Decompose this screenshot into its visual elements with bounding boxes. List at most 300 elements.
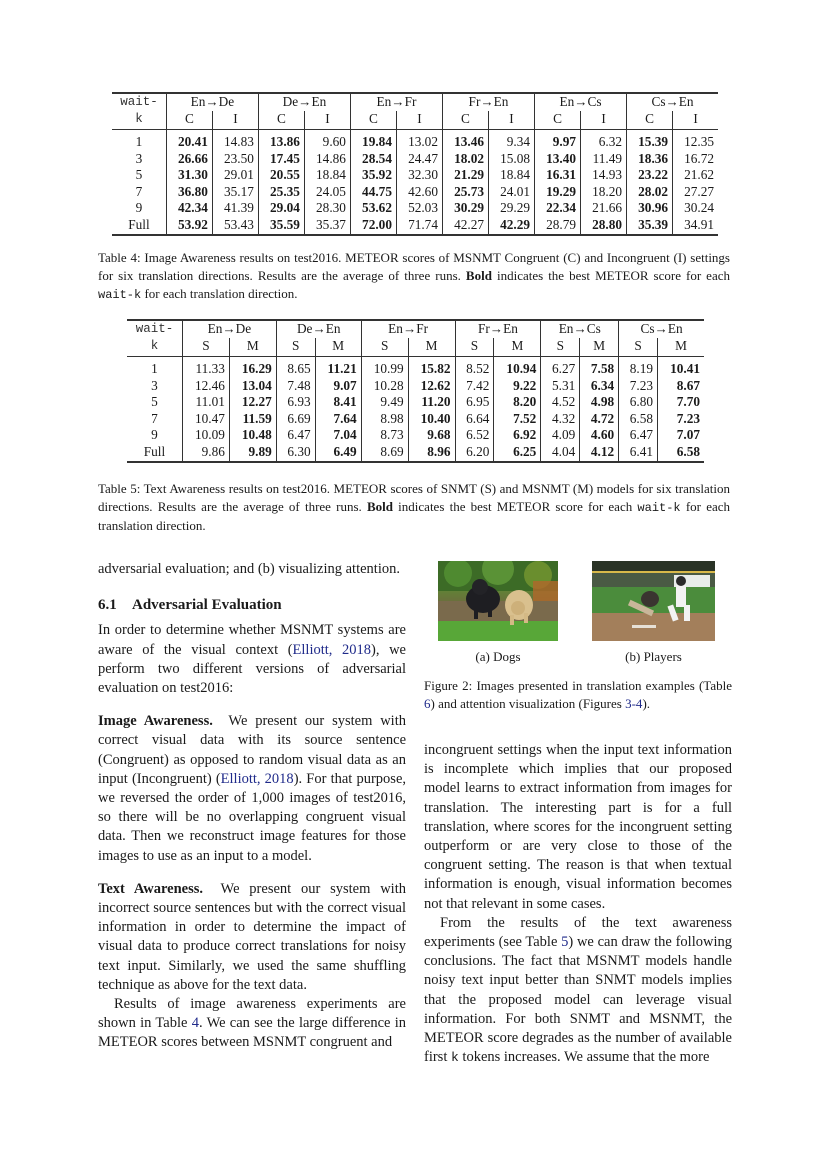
best-score: 4.60 (590, 427, 615, 442)
score-cell (627, 200, 673, 217)
table-row (127, 427, 704, 444)
caption-bold: Bold (465, 268, 492, 283)
score-cell: 10.47 (182, 411, 229, 428)
score-cell: 8.73 (361, 427, 408, 444)
score-cell: 6.95 (455, 394, 494, 411)
best-score: 19.84 (362, 134, 392, 149)
sub-header: I (489, 111, 535, 130)
score-cell (166, 167, 212, 184)
score-cell: 21.62 (673, 167, 718, 184)
score-cell: 42.27 (442, 217, 488, 236)
score-cell (658, 357, 704, 378)
score-cell (442, 184, 488, 201)
score-cell: 7.23 (619, 378, 658, 395)
best-score: 19.29 (546, 183, 577, 199)
table-row (127, 378, 704, 395)
score-cell: 41.39 (212, 200, 258, 217)
best-score: 6.25 (513, 443, 537, 459)
best-score: 9.68 (427, 427, 451, 442)
caption-text: ). (642, 696, 651, 711)
score-cell: 4.09 (541, 427, 580, 444)
caption-text: Table 4: Image Awareness results on test2016. METEOR scores of MSNMT Congruent (C) and Incongruent (I) settings for six translation directions. Results are the average of three runs. (98, 250, 730, 283)
score-cell: 24.01 (489, 184, 535, 201)
score-cell (166, 200, 212, 217)
score-cell: 6.93 (276, 394, 315, 411)
caption-text: Table 5: Text Awareness results on test2016. METEOR scores of SNMT (S) and MSNMT (M) models for six translation directions. Results are the average of three runs. (98, 481, 730, 514)
score-cell: 12.35 (673, 130, 718, 151)
paragraph-text: We present our system with correct visual data with its source sentence (Congruent) as opposed to random visual data as an input (Incongruent) ( (98, 713, 406, 787)
table-row (127, 444, 704, 463)
best-score: 25.35 (270, 183, 300, 199)
table-subheader-row (112, 111, 718, 130)
score-cell (229, 427, 276, 444)
caption-text: for each translation direction. (98, 499, 730, 533)
best-score: 6.34 (590, 377, 615, 393)
table-row (112, 151, 718, 168)
paragraph-heading: Image Awareness. (98, 713, 213, 730)
best-score: 6.58 (676, 443, 700, 459)
figure-reference-link[interactable]: 3-4 (625, 696, 643, 711)
caption-text: ) and attention visualization (Figures (430, 696, 626, 711)
paragraph-text: ). For that purpose, we reversed the order of 1,000 images of test2016, so there will be no overlapping congruent visual data. Then we reconstruct image features for those images to use as an input to a model. (98, 770, 407, 864)
subcaption-players: (b) Players (625, 649, 682, 664)
sub-header: M (580, 338, 619, 357)
score-cell: 24.47 (396, 151, 442, 168)
score-cell (315, 378, 361, 395)
sub-header: M (315, 338, 361, 357)
score-cell: 11.33 (182, 357, 229, 378)
wait-k-cell: 1 (135, 134, 143, 149)
best-score: 6.92 (513, 427, 537, 442)
score-cell: 13.02 (396, 130, 442, 151)
table-4 (112, 92, 718, 236)
score-cell (581, 217, 627, 236)
caption-bold: Bold (366, 499, 393, 514)
best-score: 13.46 (454, 134, 484, 149)
score-cell: 34.91 (673, 217, 718, 236)
caption-code: wait-k (637, 501, 681, 515)
score-cell: 8.65 (276, 357, 315, 378)
table-row (127, 394, 704, 411)
score-cell: 28.30 (304, 200, 350, 217)
best-score: 8.67 (676, 377, 700, 393)
best-score: 15.82 (420, 361, 451, 376)
score-cell (580, 411, 619, 428)
paragraph-text: From the results of the text awareness experiments (see Table (424, 914, 732, 951)
score-cell: 7.42 (455, 378, 494, 395)
score-cell: 14.93 (581, 167, 627, 184)
score-cell: 14.86 (304, 151, 350, 168)
paragraph (98, 712, 406, 866)
score-cell (408, 378, 455, 395)
score-cell (489, 217, 535, 236)
score-cell (258, 167, 304, 184)
table-row (112, 167, 718, 184)
best-score: 30.96 (638, 200, 669, 215)
score-cell (658, 394, 704, 411)
best-score: 35.39 (638, 216, 669, 232)
intro-paragraph: adversarial evaluation; and (b) visualizing attention. (98, 561, 400, 577)
best-score: 13.86 (270, 134, 300, 149)
best-score: 72.00 (362, 216, 392, 232)
score-cell (315, 394, 361, 411)
citation-link[interactable]: Elliott, 2018 (220, 770, 294, 787)
score-cell: 10.09 (182, 427, 229, 444)
best-score: 4.12 (590, 443, 615, 459)
wait-k-header: k (112, 111, 166, 130)
direction-header: En→Cs (535, 93, 627, 111)
score-cell (408, 444, 455, 463)
caption-text: for each translation direction. (141, 286, 298, 301)
score-cell (627, 167, 673, 184)
table-row (112, 200, 718, 217)
score-cell: 30.24 (673, 200, 718, 217)
best-score: 4.98 (590, 394, 615, 409)
score-cell (535, 151, 581, 168)
paragraph-heading: Text Awareness. (98, 880, 203, 897)
best-score: 20.41 (177, 134, 208, 149)
best-score: 7.07 (676, 427, 700, 442)
score-cell: 18.20 (581, 184, 627, 201)
score-cell (580, 394, 619, 411)
best-score: 28.54 (362, 150, 392, 166)
paragraph-text: ), we perform two different versions of adversarial evaluation on test2016: (98, 641, 406, 697)
score-cell: 8.69 (361, 444, 408, 463)
players-image (592, 561, 715, 641)
score-cell (408, 427, 455, 444)
score-cell (166, 151, 212, 168)
score-cell (315, 357, 361, 378)
score-cell: 53.43 (212, 217, 258, 236)
direction-header: Fr→En (455, 320, 541, 338)
table-5-body (127, 357, 704, 463)
caption-text: indicates the best METEOR score for each (491, 268, 730, 283)
wait-k-cell: 7 (151, 410, 158, 426)
sub-header: C (166, 111, 212, 130)
score-cell (535, 184, 581, 201)
score-cell: 6.80 (619, 394, 658, 411)
best-score: 12.27 (241, 394, 272, 409)
score-cell: 9.86 (182, 444, 229, 463)
table-5-caption (98, 480, 730, 535)
best-score: 30.29 (454, 200, 484, 215)
score-cell (627, 130, 673, 151)
score-cell: 29.01 (212, 167, 258, 184)
score-cell (442, 200, 488, 217)
score-cell: 6.69 (276, 411, 315, 428)
score-cell: 10.28 (361, 378, 408, 395)
score-cell (258, 217, 304, 236)
best-score: 35.92 (362, 167, 392, 182)
best-score: 53.62 (362, 200, 392, 215)
score-cell (350, 217, 396, 236)
paragraph-text: In order to determine whether MSNMT systems are aware of the visual context ( (98, 622, 406, 658)
paragraph (98, 880, 406, 995)
score-cell: 6.32 (581, 130, 627, 151)
best-score: 15.39 (638, 134, 669, 149)
score-cell: 5.31 (541, 378, 580, 395)
best-score: 22.34 (546, 200, 577, 215)
section-number: 6.1 (98, 597, 117, 614)
wait-k-cell: 7 (135, 183, 143, 199)
sub-header: I (673, 111, 718, 130)
caption-text: Figure 2: Images presented in translation examples (Table (424, 678, 732, 693)
score-cell: 12.46 (182, 378, 229, 395)
score-cell (315, 444, 361, 463)
best-score: 25.73 (454, 183, 484, 199)
score-cell (166, 184, 212, 201)
left-column (98, 560, 406, 1053)
score-cell (535, 130, 581, 151)
score-cell (408, 394, 455, 411)
score-cell: 4.04 (541, 444, 580, 463)
best-score: 9.97 (552, 134, 577, 149)
score-cell: 4.32 (541, 411, 580, 428)
best-score: 44.75 (362, 183, 392, 199)
score-cell: 11.01 (182, 394, 229, 411)
table-row (112, 184, 718, 201)
best-score: 6.49 (333, 443, 357, 459)
wait-k-header: wait- (112, 93, 166, 111)
score-cell (350, 167, 396, 184)
score-cell (494, 427, 541, 444)
score-cell (315, 427, 361, 444)
dogs-illustration (438, 561, 558, 641)
score-cell: 6.30 (276, 444, 315, 463)
score-cell: 15.08 (489, 151, 535, 168)
score-cell (258, 130, 304, 151)
best-score: 42.29 (500, 216, 531, 232)
paragraph-text: ) we can draw the following conclusions. The fact that MSNMT models handle noisy text input better than SNMT models implies that the proposed model can leverage visual information. For both SNMT and MSNMT, the METEOR score degrades as the number of available first (424, 934, 732, 1066)
score-cell: 21.66 (581, 200, 627, 217)
score-cell (229, 411, 276, 428)
score-cell: 42.60 (396, 184, 442, 201)
table-header-row (112, 93, 718, 111)
score-cell: 11.49 (581, 151, 627, 168)
direction-header: De→En (276, 320, 361, 338)
best-score: 9.22 (513, 377, 537, 393)
score-cell (442, 130, 488, 151)
direction-header: Cs→En (619, 320, 704, 338)
best-score: 36.80 (177, 183, 208, 199)
direction-header: Fr→En (442, 93, 534, 111)
section-heading (98, 596, 406, 615)
score-cell (350, 200, 396, 217)
table-reference-link[interactable]: 6 (424, 696, 431, 711)
score-cell (350, 151, 396, 168)
best-score: 13.40 (546, 150, 577, 166)
score-cell: 6.47 (619, 427, 658, 444)
best-score: 9.89 (248, 443, 272, 459)
table-subheader-row (127, 338, 704, 357)
best-score: 7.04 (333, 427, 357, 442)
paragraph: incongruent settings when the input text information is incomplete which implies that our proposed model learns to extract information from images for translation. The interesting part is for a full translation, where scores for the incongruent setting outperform or are very close to those of the congruent setting. The reason is that when textual information is enough, visual information becomes not that relevant in some cases. (424, 742, 732, 912)
score-cell: 7.48 (276, 378, 315, 395)
best-score: 35.59 (270, 216, 300, 232)
score-cell (315, 411, 361, 428)
best-score: 11.20 (421, 394, 451, 409)
best-score: 26.66 (177, 150, 208, 166)
score-cell (580, 444, 619, 463)
score-cell (494, 444, 541, 463)
table-4-caption (98, 249, 730, 304)
best-score: 8.20 (513, 394, 537, 409)
score-cell (166, 130, 212, 151)
paragraph (98, 621, 406, 698)
score-cell (627, 151, 673, 168)
sub-header: C (258, 111, 304, 130)
score-cell: 23.50 (212, 151, 258, 168)
best-score: 29.04 (270, 200, 300, 215)
best-score: 16.29 (241, 361, 272, 376)
score-cell: 6.58 (619, 411, 658, 428)
direction-header: En→Cs (541, 320, 619, 338)
score-cell: 9.49 (361, 394, 408, 411)
score-cell (494, 411, 541, 428)
sub-header: M (658, 338, 704, 357)
sub-header: S (182, 338, 229, 357)
best-score: 17.45 (270, 150, 300, 166)
direction-header: En→De (182, 320, 276, 338)
score-cell: 27.27 (673, 184, 718, 201)
score-cell (658, 378, 704, 395)
score-cell (580, 378, 619, 395)
best-score: 11.21 (327, 361, 357, 376)
score-cell: 6.52 (455, 427, 494, 444)
score-cell: 4.52 (541, 394, 580, 411)
best-score: 10.94 (506, 361, 537, 376)
table-reference-link[interactable]: 5 (561, 934, 569, 951)
paragraph-text: We present our system with incorrect source sentences but with the correct visual information in order to determine the impact of visual data to produce correct translations for noisy text input. Similarly, we used the same shuffling technique as above for the text data. (98, 880, 406, 993)
score-cell (627, 184, 673, 201)
score-cell: 29.29 (489, 200, 535, 217)
best-score: 10.48 (241, 427, 272, 442)
score-cell (442, 151, 488, 168)
best-score: 7.70 (676, 394, 700, 409)
sub-header: C (442, 111, 488, 130)
best-score: 10.40 (420, 410, 451, 426)
score-cell: 8.52 (455, 357, 494, 378)
score-cell (166, 217, 212, 236)
sub-header: C (535, 111, 581, 130)
sub-header: C (350, 111, 396, 130)
best-score: 18.36 (638, 150, 669, 166)
score-cell: 6.47 (276, 427, 315, 444)
paragraph (98, 995, 406, 1053)
score-cell: 35.37 (304, 217, 350, 236)
best-score: 7.52 (513, 410, 537, 426)
caption-text: indicates the best METEOR score for each (392, 499, 638, 514)
table-row (127, 357, 704, 378)
direction-header: Cs→En (627, 93, 718, 111)
best-score: 11.59 (242, 410, 272, 426)
score-cell: 6.20 (455, 444, 494, 463)
table-reference-link[interactable]: 4 (191, 1015, 199, 1032)
score-cell: 71.74 (396, 217, 442, 236)
score-cell: 8.98 (361, 411, 408, 428)
best-score: 13.04 (241, 377, 272, 393)
score-cell (494, 378, 541, 395)
best-score: 21.29 (454, 167, 484, 182)
direction-header: De→En (258, 93, 350, 111)
wait-k-cell: 9 (135, 200, 143, 215)
score-cell: 32.30 (396, 167, 442, 184)
score-cell: 8.19 (619, 357, 658, 378)
score-cell: 14.83 (212, 130, 258, 151)
score-cell: 10.99 (361, 357, 408, 378)
best-score: 8.96 (427, 443, 451, 459)
sub-header: M (229, 338, 276, 357)
wait-k-header: wait- (127, 320, 182, 338)
score-cell (658, 444, 704, 463)
subcaption-dogs: (a) Dogs (475, 649, 521, 664)
best-score: 10.41 (670, 361, 700, 376)
table-row (127, 411, 704, 428)
sub-header: C (627, 111, 673, 130)
best-score: 9.07 (333, 377, 357, 393)
score-cell (580, 357, 619, 378)
wait-k-cell: 1 (151, 361, 158, 376)
wait-k-cell: 5 (151, 394, 158, 409)
best-score: 28.80 (592, 216, 623, 232)
score-cell: 6.41 (619, 444, 658, 463)
sub-header: S (276, 338, 315, 357)
best-score: 12.62 (420, 377, 451, 393)
table-5 (127, 319, 704, 463)
wait-k-cell: 5 (135, 167, 143, 182)
score-cell (350, 184, 396, 201)
score-cell (229, 378, 276, 395)
score-cell: 18.84 (489, 167, 535, 184)
sub-header: I (212, 111, 258, 130)
best-score: 53.92 (177, 216, 208, 232)
score-cell (229, 394, 276, 411)
score-cell: 24.05 (304, 184, 350, 201)
sub-header: I (396, 111, 442, 130)
score-cell (494, 357, 541, 378)
paragraph (424, 914, 732, 1068)
score-cell (350, 130, 396, 151)
score-cell (580, 427, 619, 444)
best-score: 23.22 (638, 167, 669, 182)
table-row (112, 217, 718, 236)
sub-header: S (361, 338, 408, 357)
best-score: 20.55 (270, 167, 300, 182)
sub-header: M (408, 338, 455, 357)
score-cell (258, 151, 304, 168)
direction-header: En→De (166, 93, 258, 111)
score-cell (658, 427, 704, 444)
score-cell: 9.60 (304, 130, 350, 151)
score-cell (229, 357, 276, 378)
wait-k-cell: Full (127, 444, 182, 463)
score-cell (535, 167, 581, 184)
citation-link[interactable]: Elliott, 2018 (292, 641, 372, 658)
right-column (424, 741, 732, 1067)
best-score: 7.58 (590, 361, 615, 376)
best-score: 31.30 (177, 167, 208, 182)
score-cell (442, 167, 488, 184)
sub-header: S (541, 338, 580, 357)
score-cell (408, 357, 455, 378)
score-cell (229, 444, 276, 463)
table-4-body (112, 130, 718, 236)
section-title: Adversarial Evaluation (132, 597, 282, 614)
score-cell: 9.34 (489, 130, 535, 151)
caption-code: wait-k (98, 288, 142, 302)
sub-header: I (581, 111, 627, 130)
score-cell: 6.27 (541, 357, 580, 378)
